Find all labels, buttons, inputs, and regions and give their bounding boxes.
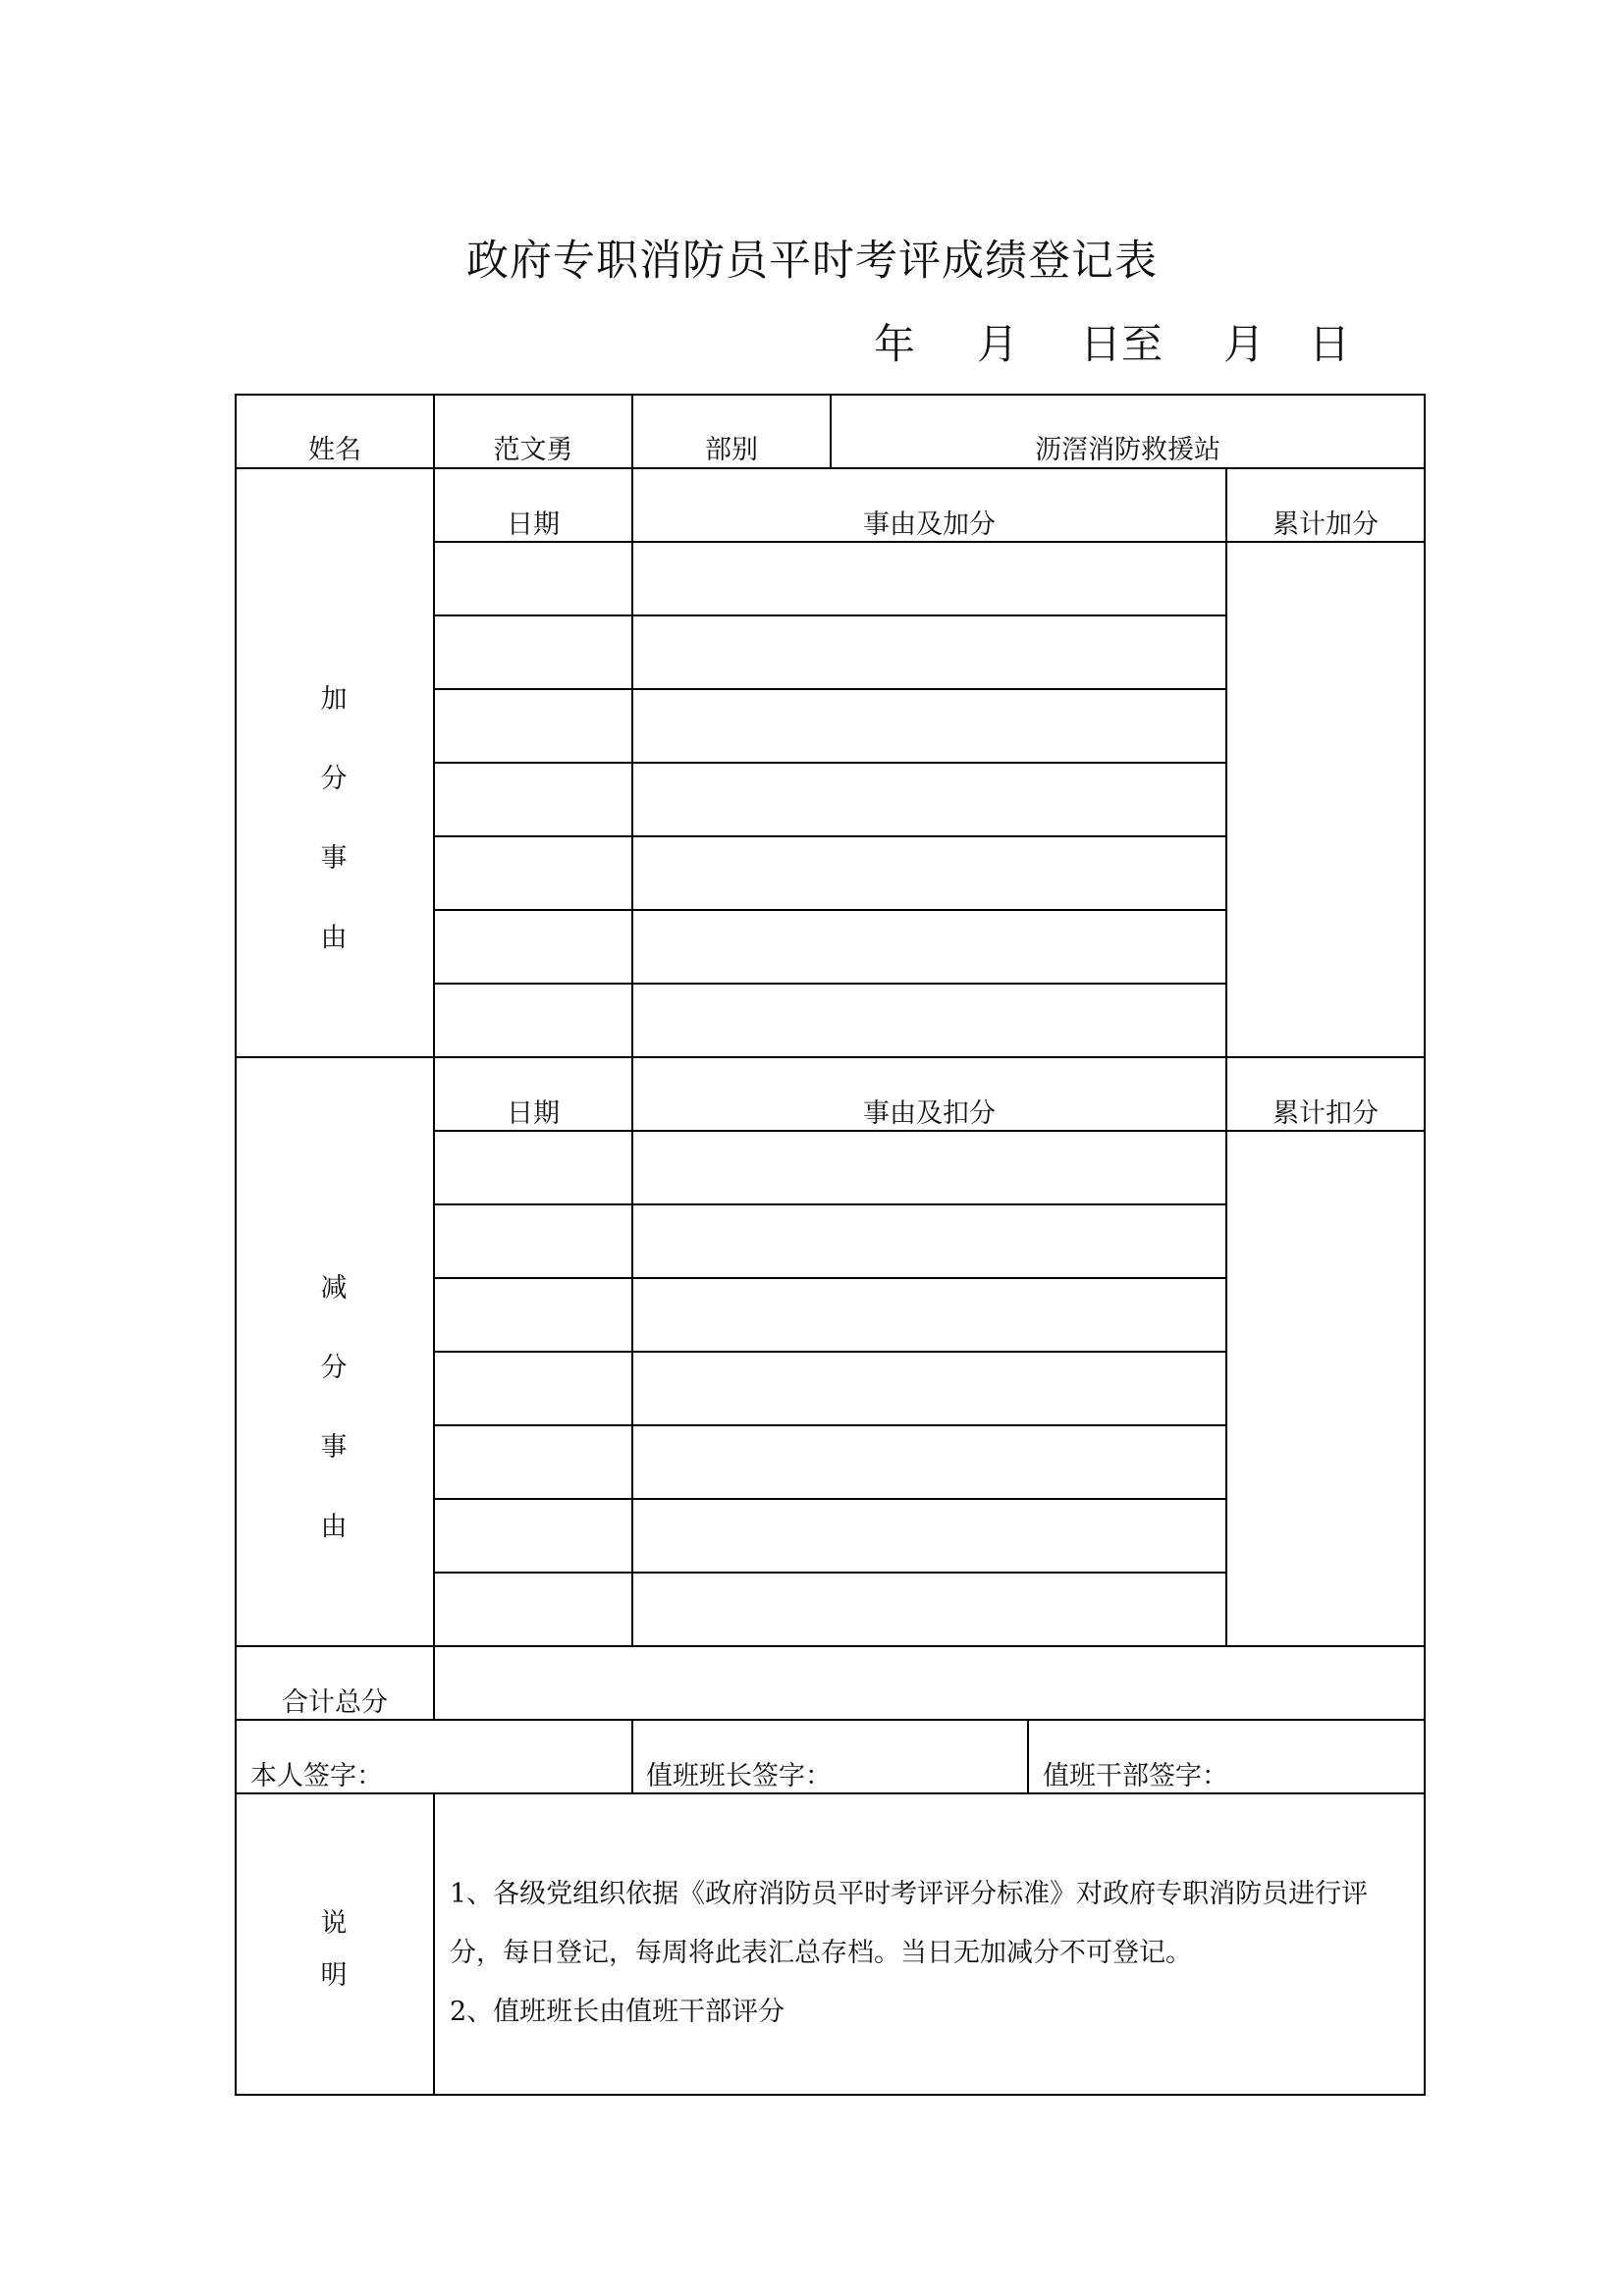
date-month-to: 月 <box>1223 320 1266 368</box>
penalty-col-total: 累计扣分 <box>1272 1098 1379 1129</box>
date-month-from: 月 <box>977 320 1019 368</box>
page-title: 政府专职消防员平时考评成绩登记表 <box>466 237 1158 286</box>
notes-label-char-2: 明 <box>320 1960 348 1991</box>
bonus-col-reason: 事由及加分 <box>863 509 996 540</box>
date-day: 日 <box>1309 320 1351 368</box>
dept-value: 沥滘消防救援站 <box>1035 435 1220 465</box>
bonus-col-total: 累计加分 <box>1272 509 1379 540</box>
penalty-label-char-3: 事 <box>320 1432 348 1463</box>
bonus-col-date: 日期 <box>507 509 560 540</box>
bonus-label-char-3: 事 <box>320 843 348 874</box>
note-line-3: 2、值班班长由值班干部评分 <box>450 1997 785 2027</box>
squad-leader-signature-label: 值班班长签字： <box>646 1761 832 1791</box>
dept-label: 部别 <box>705 435 758 465</box>
officer-signature-label: 值班干部签字： <box>1043 1761 1228 1791</box>
notes-label-char-1: 说 <box>320 1908 348 1939</box>
penalty-col-reason: 事由及扣分 <box>863 1098 996 1129</box>
date-year: 年 <box>874 320 916 368</box>
bonus-label-char-2: 分 <box>320 764 348 794</box>
note-line-2: 分，每日登记，每周将此表汇总存档。当日无加减分不可登记。 <box>450 1938 1192 1968</box>
penalty-label-char-4: 由 <box>320 1512 348 1542</box>
name-label: 姓名 <box>308 435 361 465</box>
note-line-1: 1、各级党组织依据《政府消防员平时考评评分标准》对政府专职消防员进行评 <box>450 1879 1369 1909</box>
penalty-label-char-1: 减 <box>320 1273 348 1304</box>
self-signature-label: 本人签字： <box>250 1761 383 1791</box>
date-range <box>0 312 1624 371</box>
date-day-to: 日至 <box>1080 320 1164 368</box>
name-value: 范文勇 <box>493 435 573 465</box>
penalty-col-date: 日期 <box>507 1098 560 1129</box>
penalty-label-char-2: 分 <box>320 1353 348 1383</box>
bonus-label-char-4: 由 <box>320 923 348 953</box>
total-score-label: 合计总分 <box>282 1687 388 1718</box>
bonus-label-char-1: 加 <box>320 684 348 715</box>
